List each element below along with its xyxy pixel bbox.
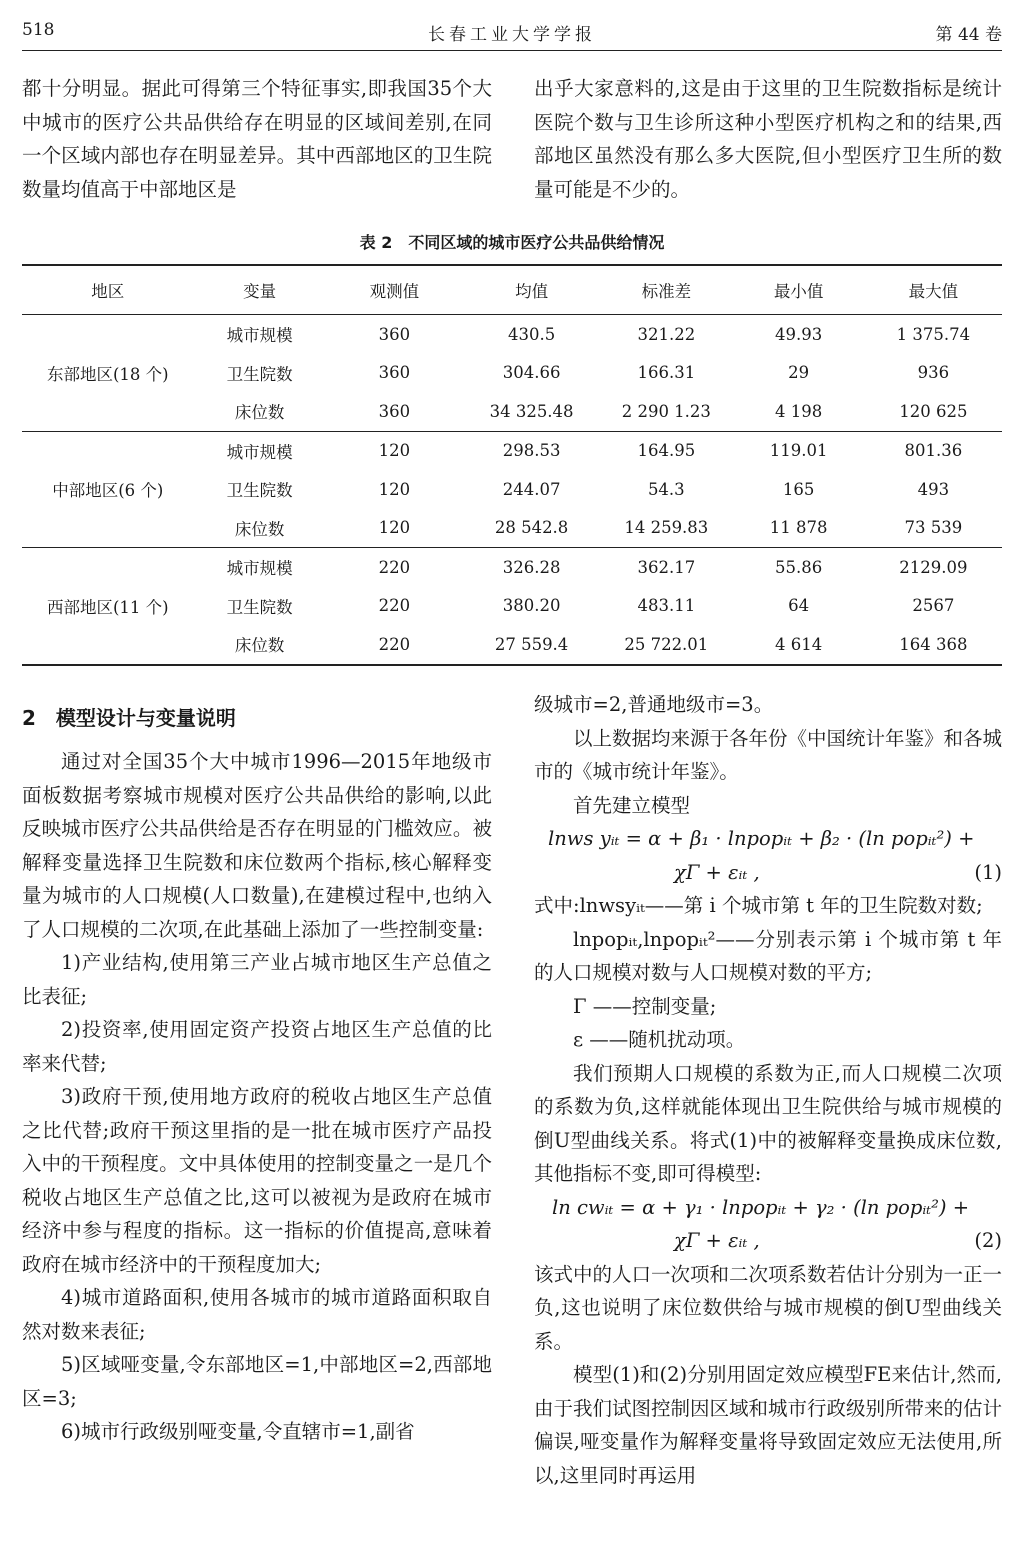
equation-1-line-1 — [534, 822, 1002, 856]
variable-definition: Γ ——控制变量; — [573, 994, 717, 1018]
table-cell: 936 — [917, 363, 950, 383]
table-cell: 119.01 — [732, 431, 864, 470]
table-cell: 28 542.8 — [494, 518, 569, 538]
table-cell: 床位数 — [234, 519, 285, 539]
table-cell: 166.31 — [637, 363, 696, 383]
table-cell: 城市规模 — [194, 431, 326, 470]
column-header: 最小值 — [732, 265, 864, 315]
page-number: 518 — [22, 20, 55, 40]
table-cell: 380.20 — [502, 596, 561, 616]
equation-number: (1) — [974, 860, 1002, 884]
table-row — [22, 315, 1002, 354]
paragraph: 我们预期人口规模的系数为正,而人口规模二次项的系数为负,这样就能体现出卫生院供给与城市规模的倒U型曲线关系。将式(1)中的被解释变量换成床位数,其他指标不变,即可得模型: — [534, 1061, 1002, 1185]
equation-2-line-2 — [534, 1224, 1002, 1258]
table-cell: 321.22 — [637, 324, 696, 344]
table-cell: 493 — [917, 479, 950, 499]
region-cell: 西部地区(11 个) — [22, 548, 194, 665]
table-cell: 362.17 — [600, 548, 732, 587]
top-right-column — [534, 72, 1002, 206]
table-cell: 55.86 — [732, 548, 864, 587]
table-cell: 54.3 — [647, 479, 685, 499]
bottom-right-column — [534, 688, 1002, 1492]
journal-name: 长春工业大学学报 — [428, 25, 596, 45]
table-cell: 360 — [378, 401, 411, 421]
table-cell: 4 614 — [774, 634, 823, 654]
list-item: 4)城市道路面积,使用各城市的城市道路面积取自然对数来表征; — [22, 1286, 492, 1343]
list-item: 6)城市行政级别哑变量,令直辖市=1,副省 — [61, 1420, 415, 1443]
table-cell: 卫生院数 — [226, 481, 293, 501]
table-cell: 430.5 — [507, 324, 556, 344]
equation-1-line-2 — [534, 856, 1002, 890]
table-cell: 34 325.48 — [489, 401, 574, 421]
column-header: 地区 — [22, 265, 194, 315]
page-header — [22, 16, 1002, 51]
table-cell: 120 — [378, 479, 411, 499]
table-body — [22, 315, 1002, 665]
table-cell: 床位数 — [234, 403, 285, 423]
paragraph: 通过对全国35个大中城市1996—2015年地级市面板数据考察城市规模对医疗公共品供给的影响,以此反映城市医疗公共品供给是否存在明显的门槛效应。被解释变量选择卫生院数和床位数两个指标,核心解释变量为城市的人口规模(人口数量),在建模过程中,也纳入了人口规模的二次项,在此基础上添加了一些控制变量: — [22, 750, 492, 941]
table-cell: 220 — [378, 596, 411, 616]
equation-text: lnws yᵢₜ = α + β₁ · lnpopᵢₜ + β₂ · (ln popᵢₜ²) + — [548, 827, 975, 850]
table-cell: 326.28 — [463, 548, 600, 587]
table-cell: 244.07 — [502, 479, 561, 499]
equation-2-line-1 — [534, 1191, 1002, 1225]
variable-definition: 式中:lnwsyᵢₜ——第 i 个城市第 t 年的卫生院数对数; — [534, 894, 983, 917]
list-item: 3)政府干预,使用地方政府的税收占地区生产总值之比代替;政府干预这里指的是一批在城市医疗产品投入中的干预程度。文中具体使用的控制变量之一是几个税收占地区生产总值之比,这可以被视为是政府在城市经济中参与程度的指标。这一指标的价值提高,意味着政府在城市经济中的干预程度加大; — [22, 1085, 492, 1276]
column-header: 标准差 — [600, 265, 732, 315]
table-cell: 11 878 — [769, 518, 828, 538]
table-cell: 卫生院数 — [226, 597, 293, 617]
table-cell: 1 375.74 — [896, 324, 971, 344]
table-cell: 801.36 — [865, 431, 1002, 470]
table-cell: 73 539 — [904, 518, 963, 538]
table-row — [22, 431, 1002, 470]
table-cell: 360 — [378, 363, 411, 383]
variable-definition: lnpopᵢₜ,lnpopᵢₜ²——分别表示第 i 个城市第 t 年的人口规模对数与人口规模对数的平方; — [534, 927, 1002, 984]
paragraph: 出乎大家意料的,这是由于这里的卫生院数指标是统计医院个数与卫生诊所这种小型医疗机构之和的结果,西部地区虽然没有那么多大医院,但小型医疗卫生所的数量可能是不少的。 — [534, 77, 1002, 201]
table-cell: 120 — [378, 518, 411, 538]
table-cell: 25 722.01 — [624, 634, 709, 654]
list-item: 2)投资率,使用固定资产投资占地区生产总值的比率来代替; — [22, 1018, 492, 1075]
table-cell: 220 — [378, 634, 411, 654]
paragraph: 级城市=2,普通地级市=3。 — [534, 693, 774, 716]
table-cell: 城市规模 — [226, 326, 293, 346]
equation-text: χΓ + εᵢₜ , — [674, 860, 760, 884]
section-heading: 2 模型设计与变量说明 — [22, 706, 236, 730]
table-cell: 14 259.83 — [624, 518, 709, 538]
table-cell: 298.53 — [463, 431, 600, 470]
column-header: 最大值 — [865, 265, 1002, 315]
table-cell: 卫生院数 — [226, 364, 293, 384]
data-table — [22, 264, 1002, 666]
table-cell: 49.93 — [774, 324, 823, 344]
table-cell: 29 — [788, 363, 810, 383]
table-header-row — [22, 265, 1002, 315]
table-cell: 120 — [326, 431, 463, 470]
equation-text: ln cwᵢₜ = α + γ₁ · lnpopᵢₜ + γ₂ · (ln popᵢₜ²) + — [552, 1195, 970, 1219]
column-header: 均值 — [463, 265, 600, 315]
table-cell: 城市规模 — [194, 548, 326, 587]
table-cell: 360 — [378, 324, 411, 344]
table-row — [22, 548, 1002, 587]
table-cell: 165 — [782, 479, 815, 499]
paragraph: 模型(1)和(2)分别用固定效应模型FE来估计,然而,由于我们试图控制因区域和城市行政级别所带来的估计偏误,哑变量作为解释变量将导致固定效应无法使用,所以,这里同时再运用 — [534, 1363, 1003, 1487]
paragraph: 都十分明显。据此可得第三个特征事实,即我国35个大中城市的医疗公共品供给存在明显的区域间差别,在同一个区域内部也存在明显差异。其中西部地区的卫生院数量均值高于中部地区是 — [22, 77, 492, 201]
paragraph: 首先建立模型 — [573, 793, 691, 817]
table-cell: 164 368 — [899, 634, 968, 654]
table-cell: 27 559.4 — [494, 634, 569, 654]
list-item: 1)产业结构,使用第三产业占城市地区生产总值之比表征; — [22, 951, 492, 1008]
table-cell: 304.66 — [502, 363, 561, 383]
variable-definition: ε ——随机扰动项。 — [573, 1028, 746, 1051]
bottom-left-column — [22, 702, 492, 1449]
table-cell: 164.95 — [600, 431, 732, 470]
table-cell: 220 — [326, 548, 463, 587]
equation-text: χΓ + εᵢₜ , — [674, 1229, 760, 1252]
top-left-column — [22, 72, 492, 206]
table-cell: 64 — [788, 596, 810, 616]
volume-label: 第 44 卷 — [935, 25, 1002, 45]
table-cell: 120 625 — [899, 401, 968, 421]
table-cell: 4 198 — [774, 401, 823, 421]
equation-number: (2) — [974, 1229, 1002, 1252]
paragraph: 以上数据均来源于各年份《中国统计年鉴》和各城市的《城市统计年鉴》。 — [534, 726, 1003, 783]
region-cell: 东部地区(18 个) — [46, 364, 169, 384]
table-cell: 床位数 — [234, 636, 285, 656]
paragraph: 该式中的人口一次项和二次项系数若估计分别为一正一负,这也说明了床位数供给与城市规模的倒U型曲线关系。 — [534, 1262, 1003, 1353]
table-cell: 2567 — [912, 596, 955, 616]
table-cell: 483.11 — [637, 596, 696, 616]
table-caption: 表 2 不同区域的城市医疗公共品供给情况 — [359, 233, 665, 252]
column-header: 变量 — [194, 265, 326, 315]
column-header: 观测值 — [326, 265, 463, 315]
table-cell: 2129.09 — [865, 548, 1002, 587]
list-item: 5)区域哑变量,令东部地区=1,中部地区=2,西部地区=3; — [22, 1353, 492, 1410]
region-cell: 中部地区(6 个) — [22, 431, 194, 548]
table-cell: 2 290 1.23 — [621, 401, 711, 421]
